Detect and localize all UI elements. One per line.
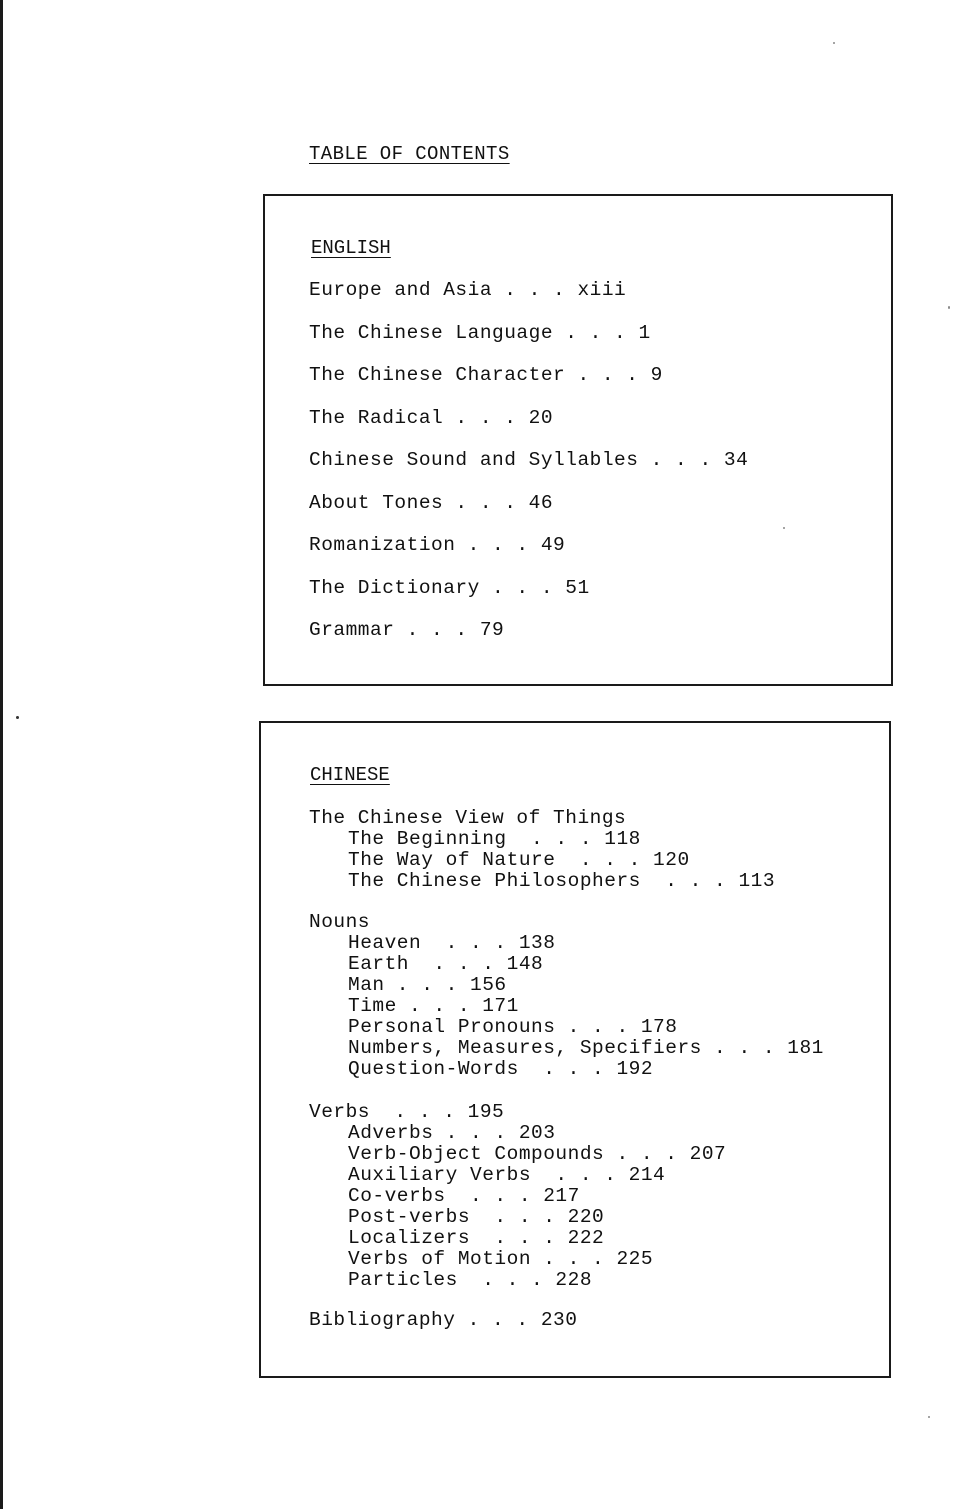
page-title: TABLE OF CONTENTS [309,143,510,165]
scan-speck [928,1416,930,1418]
toc-subentry: The Chinese Philosophers . . . 113 [348,870,776,892]
toc-entry: The Dictionary . . . 51 [309,576,590,599]
toc-sublist [309,933,824,1080]
scan-speck [783,527,785,529]
scan-speck [948,306,950,309]
toc-entry: The Chinese Language . . . 1 [309,321,651,344]
page-scan-edge [0,0,3,1509]
toc-subentry: Heaven . . . 138 [348,932,556,954]
toc-subentry: Auxiliary Verbs . . . 214 [348,1164,666,1186]
toc-group-verbs [309,1102,726,1291]
toc-entry: The Radical . . . 20 [309,406,554,429]
scan-speck [16,716,19,719]
toc-group-title: Bibliography . . . 230 [309,1309,578,1331]
toc-subentry: Earth . . . 148 [348,953,544,975]
toc-subentry: Particles . . . 228 [348,1269,593,1291]
toc-subentry: Numbers, Measures, Specifiers . . . 181 [348,1037,824,1059]
toc-entry: Romanization . . . 49 [309,534,566,556]
toc-sublist [309,1123,726,1291]
toc-entry-bibliography [309,1310,577,1331]
toc-subentry: Localizers . . . 222 [348,1227,605,1249]
toc-group-title: The Chinese View of Things [309,807,627,829]
scan-speck [833,42,835,44]
toc-subentry: Post-verbs . . . 220 [348,1206,605,1228]
toc-entry: Chinese Sound and Syllables . . . 34 [309,449,749,471]
toc-entry: The Chinese Character . . . 9 [309,364,663,386]
toc-entry: About Tones . . . 46 [309,491,554,514]
toc-subentry: Verbs of Motion . . . 225 [348,1248,654,1270]
toc-subentry: Personal Pronouns . . . 178 [348,1016,678,1038]
toc-subentry: Time . . . 171 [348,995,519,1017]
toc-entry: Grammar . . . 79 [309,619,505,641]
english-heading: ENGLISH [311,237,391,259]
toc-subentry: Verb-Object Compounds . . . 207 [348,1143,727,1165]
chinese-heading: CHINESE [310,764,390,786]
toc-group-chinese-view [309,808,775,892]
toc-group-title: Verbs . . . 195 [309,1101,505,1123]
toc-group-nouns [309,912,824,1080]
toc-subentry: Question-Words . . . 192 [348,1058,654,1080]
english-contents-list [309,278,748,661]
toc-entry: Europe and Asia . . . xiii [309,279,627,301]
toc-subentry: Adverbs . . . 203 [348,1122,556,1144]
toc-group-title: Nouns [309,911,371,933]
toc-subentry: The Beginning . . . 118 [348,828,641,850]
toc-sublist [309,829,775,892]
toc-subentry: The Way of Nature . . . 120 [348,849,690,871]
toc-subentry: Man . . . 156 [348,974,507,996]
toc-subentry: Co-verbs . . . 217 [348,1185,580,1207]
